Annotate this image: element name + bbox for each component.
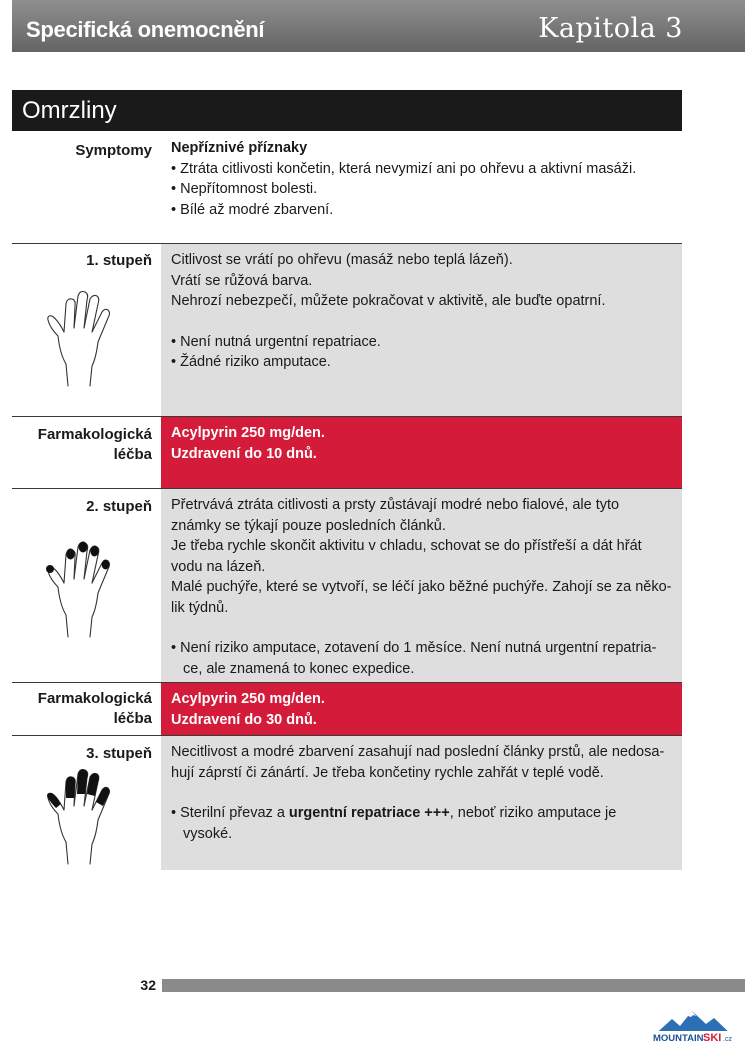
symptoms-label: Symptomy <box>75 142 152 159</box>
stage2-line: Malé puchýře, které se vytvoří, se léčí jako běžné puchýře. Zahojí se za něko- <box>171 579 672 595</box>
stage2-line: lik týdnů. <box>171 599 229 616</box>
hand-stage2-icon <box>44 541 134 641</box>
list-item: • Bílé až modré zbarvení. <box>171 201 334 218</box>
mountainski-logo <box>650 1007 736 1045</box>
stage1-line: Citlivost se vrátí po ohřevu (masáž nebo teplá lázeň). <box>171 252 513 268</box>
pharma1-content <box>161 417 682 488</box>
stage2-line: vodu na lázeň. <box>171 558 266 575</box>
pharma1-row <box>12 417 682 488</box>
section-name: Specifická onemocnění <box>26 17 265 42</box>
list-item: • Žádné riziko amputace. <box>171 354 331 370</box>
stage2-row <box>12 489 682 682</box>
stage3-line: Necitlivost a modré zbarvení zasahují nad poslední články prstů, ale nedosa- <box>171 744 665 760</box>
list-item-continuation: vysoké. <box>183 825 233 842</box>
pharma1-line: Acylpyrin 250 mg/den. <box>171 425 325 441</box>
stage1-row <box>12 244 682 416</box>
stage1-label: 1. stupeň <box>86 252 152 269</box>
pharma2-content <box>161 683 682 735</box>
logo-text-cz: .cz <box>723 1036 732 1043</box>
stage2-label: 2. stupeň <box>86 498 152 515</box>
hand-stage1-icon <box>44 290 134 390</box>
list-item-continuation: ce, ale znamená to konec expedice. <box>183 660 415 677</box>
footer-bar <box>162 979 745 992</box>
pharma2-line: Uzdravení do 30 dnů. <box>171 711 317 728</box>
list-item: • Sterilní převaz a urgentní repatriace +++, neboť riziko amputace je <box>171 805 617 821</box>
stage2-content <box>161 489 682 682</box>
section-title-bar <box>12 90 682 131</box>
stage3-label: 3. stupeň <box>86 745 152 762</box>
pharma2-row <box>12 683 682 735</box>
list-item: • Nepřítomnost bolesti. <box>171 181 318 197</box>
chapter-header <box>12 0 745 52</box>
pharma2-line: Acylpyrin 250 mg/den. <box>171 691 325 707</box>
stage1-content <box>161 244 682 416</box>
logo-text-ski: SKI <box>703 1032 722 1044</box>
chapter-name: Kapitola 3 <box>538 13 683 44</box>
pharma1-label: Farmakologická léčba <box>37 426 152 463</box>
stage2-line: Je třeba rychle skončit aktivitu v chladu, schovat se do přístřeší a dát hřát <box>171 538 642 554</box>
hand-stage3-icon <box>44 768 134 868</box>
list-item: • Není riziko amputace, zotavení do 1 měsíce. Není nutná urgentní repatria- <box>171 640 657 656</box>
symptoms-content <box>161 131 682 243</box>
stage3-content <box>161 736 682 870</box>
list-item: • Není nutná urgentní repatriace. <box>171 333 381 350</box>
stage1-line: Nehrozí nebezpečí, můžete pokračovat v aktivitě, ale buďte opatrní. <box>171 293 606 309</box>
stage1-line: Vrátí se růžová barva. <box>171 272 313 289</box>
page-title: Omrzliny <box>22 97 117 124</box>
pharma1-line: Uzdravení do 10 dnů. <box>171 445 317 462</box>
pharma2-label: Farmakologická léčba <box>37 690 152 727</box>
stage2-line: Přetrvává ztráta citlivosti a prsty zůstávají modré nebo fialové, ale tyto <box>171 497 620 513</box>
symptoms-row <box>12 131 682 243</box>
logo-text-mountain: MOUNTAIN <box>653 1033 704 1044</box>
stage3-line: hují záprstí či zánártí. Je třeba končetiny rychle zahřát v teplé vodě. <box>171 764 604 781</box>
list-item: • Ztráta citlivosti končetin, která nevymizí ani po ohřevu a aktivní masáži. <box>171 160 637 177</box>
stage3-row <box>12 736 682 870</box>
stage2-line: známky se týkají pouze posledních článků. <box>171 517 446 534</box>
page-number: 32 <box>140 977 156 993</box>
symptoms-heading: Nepříznivé příznaky <box>171 140 308 156</box>
